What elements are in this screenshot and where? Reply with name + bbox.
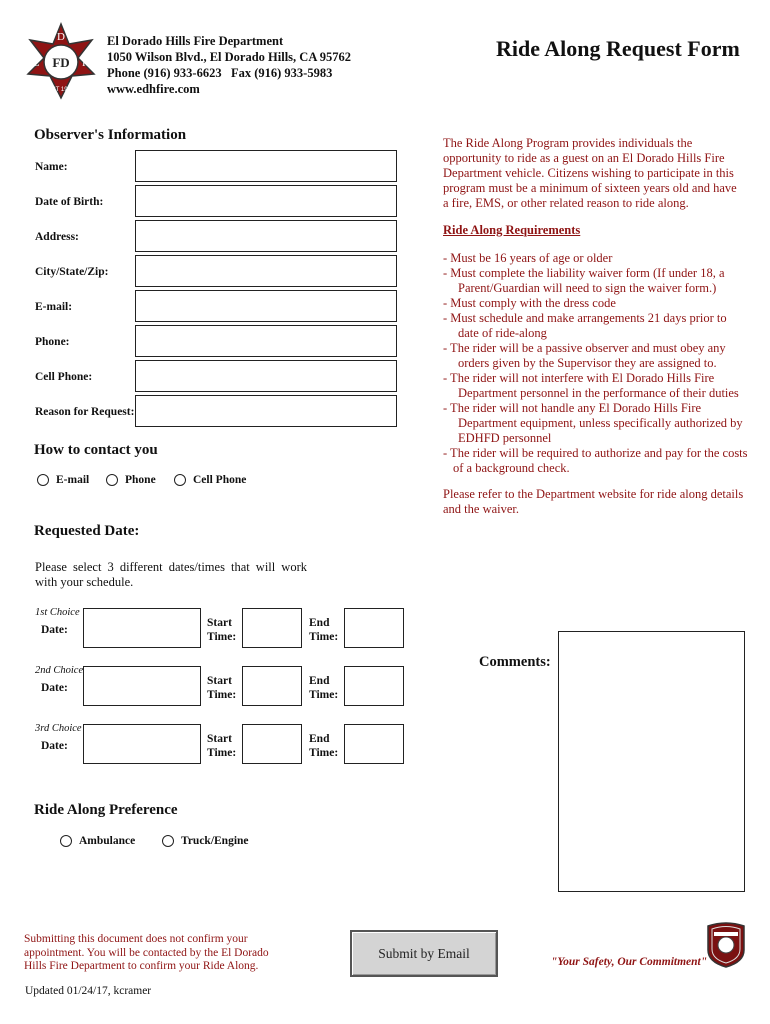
city-state-zip-input[interactable]	[135, 255, 397, 287]
third-start-label: Start Time:	[207, 733, 237, 759]
third-start-input[interactable]	[242, 724, 302, 764]
name-label: Name:	[35, 161, 68, 173]
org-name: El Dorado Hills Fire Department	[107, 34, 284, 48]
org-phone-fax: Phone (916) 933-6623 Fax (916) 933-5983	[107, 66, 333, 80]
requirement-item: - The rider will be a passive observer and must obey any orders given by the Supervisor they are assigned to.	[443, 341, 726, 370]
org-website: www.edhfire.com	[107, 82, 200, 96]
contact-cell-phone-radio[interactable]	[174, 474, 186, 486]
truck-engine-label: Truck/Engine	[181, 835, 249, 847]
requirement-item: - The rider will not interfere with El Dorado Hills Fire Department personnel in the performance of their duties	[443, 371, 739, 400]
comments-textarea[interactable]	[558, 631, 745, 892]
first-start-label: Start Time:	[207, 617, 237, 643]
third-date-input[interactable]	[83, 724, 201, 764]
updated-note: Updated 01/24/17, kcramer	[25, 985, 152, 997]
address-label: Address:	[35, 231, 79, 243]
department-badge-icon	[704, 920, 748, 968]
email-label: E-mail:	[35, 301, 73, 313]
logo-letter-left: E	[32, 57, 40, 69]
requirement-item: - Must be 16 years of age or older	[443, 251, 613, 265]
reason-label: Reason for Request:	[35, 406, 135, 418]
comments-label: Comments:	[479, 654, 551, 670]
observer-heading: Observer's Information	[34, 127, 187, 143]
second-end-input[interactable]	[344, 666, 404, 706]
dob-input[interactable]	[135, 185, 397, 217]
first-start-input[interactable]	[242, 608, 302, 648]
first-date-input[interactable]	[83, 608, 201, 648]
truck-engine-radio[interactable]	[162, 835, 174, 847]
contact-email-radio[interactable]	[37, 474, 49, 486]
name-input[interactable]	[135, 150, 397, 182]
requirement-item: - The rider will not handle any El Dorado Hills Fire Department equipment, unless specifically authorized by EDHFD personnel	[443, 401, 743, 445]
email-input[interactable]	[135, 290, 397, 322]
requirement-item: - Must comply with the dress code	[443, 296, 616, 310]
third-date-label: Date:	[41, 740, 68, 752]
header-contact	[107, 33, 351, 97]
contact-email-label: E-mail	[56, 474, 90, 486]
cell-phone-label: Cell Phone:	[35, 371, 93, 383]
form-title: Ride Along Request Form	[496, 36, 740, 61]
second-date-input[interactable]	[83, 666, 201, 706]
cell-phone-input[interactable]	[135, 360, 397, 392]
contact-phone-label: Phone	[125, 474, 156, 486]
address-input[interactable]	[135, 220, 397, 252]
second-date-label: Date:	[41, 682, 68, 694]
first-date-label: Date:	[41, 624, 68, 636]
reason-input[interactable]	[135, 395, 397, 427]
third-end-label: End Time:	[309, 733, 339, 759]
logo-center-letters: FD	[52, 55, 70, 70]
dob-label: Date of Birth:	[35, 196, 104, 208]
third-end-input[interactable]	[344, 724, 404, 764]
requested-date-instruction: Please select 3 different dates/times that will work with your schedule.	[35, 560, 307, 589]
submission-notice: Submitting this document does not confirm your appointment. You will be contacted by the El Dorado Hills Fire Department to confirm your Ride Along.	[24, 933, 269, 972]
requested-date-heading: Requested Date:	[34, 523, 140, 539]
logo-letter-right: H	[82, 57, 90, 69]
second-start-input[interactable]	[242, 666, 302, 706]
preference-heading: Ride Along Preference	[34, 802, 178, 818]
requirements-heading: Ride Along Requirements	[443, 223, 581, 237]
second-end-label: End Time:	[309, 675, 339, 701]
logo-est: EST 1963	[47, 87, 75, 93]
requirement-item: - Must schedule and make arrangements 21 days prior to date of ride-along	[443, 311, 727, 340]
phone-label: Phone:	[35, 336, 70, 348]
program-intro: The Ride Along Program provides individuals the opportunity to ride as a guest on an El Dorado Hills Fire Department vehicle. Citizens wishing to participate in this program must be a minimum of sixteen years old and have a fire, EMS, or other related reason to ride along.	[443, 136, 737, 210]
department-logo	[22, 22, 100, 100]
contact-phone-radio[interactable]	[106, 474, 118, 486]
second-start-label: Start Time:	[207, 675, 237, 701]
contact-cell-phone-label: Cell Phone	[193, 474, 247, 486]
ambulance-radio[interactable]	[60, 835, 72, 847]
requirement-item: - The rider will be required to authorize and pay for the costs of a background check.	[443, 446, 748, 475]
requirements-list	[443, 251, 748, 476]
logo-letter-top: D	[57, 31, 65, 43]
first-choice-label: 1st Choice	[35, 607, 80, 618]
second-choice-label: 2nd Choice	[35, 665, 84, 676]
first-end-label: End Time:	[309, 617, 339, 643]
submit-by-email-button[interactable]: Submit by Email	[350, 930, 498, 977]
first-end-input[interactable]	[344, 608, 404, 648]
third-choice-label: 3rd Choice	[35, 723, 82, 734]
phone-input[interactable]	[135, 325, 397, 357]
slogan: "Your Safety, Our Commitment"	[551, 956, 708, 968]
contact-heading: How to contact you	[34, 442, 158, 458]
refer-note: Please refer to the Department website for ride along details and the waiver.	[443, 487, 744, 516]
ambulance-label: Ambulance	[79, 835, 136, 847]
requirement-item: - Must complete the liability waiver form (If under 18, a Parent/Guardian will need to sign the waiver form.)	[443, 266, 725, 295]
city-state-zip-label: City/State/Zip:	[35, 266, 109, 278]
org-address: 1050 Wilson Blvd., El Dorado Hills, CA 95762	[107, 50, 352, 64]
